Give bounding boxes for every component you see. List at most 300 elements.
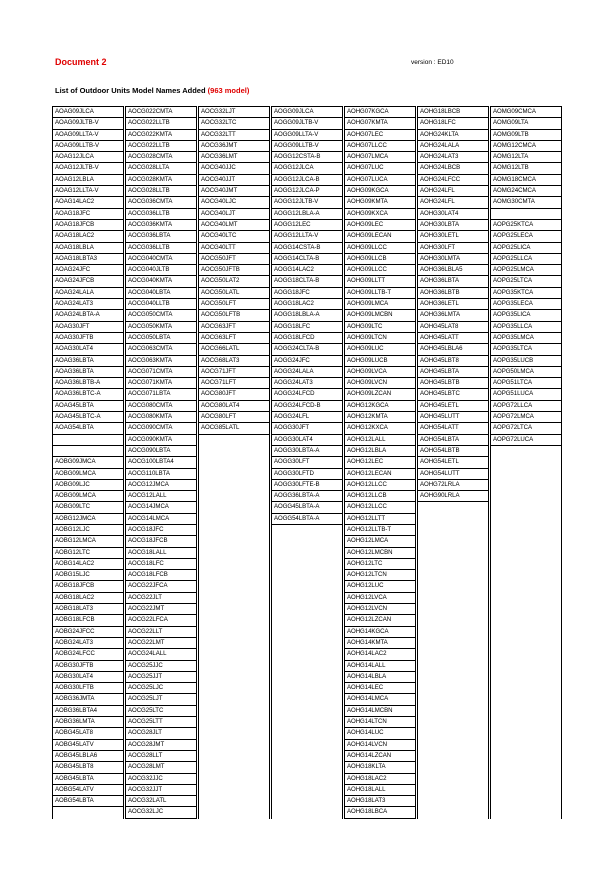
model-name-cell: AOCG40LTT (199, 243, 269, 254)
model-name-cell: AOGG09LLTB-V (272, 141, 342, 152)
model-name-cell: AOAG18JFC (53, 209, 123, 220)
model-name-cell: AOCG036CMTA (126, 197, 196, 208)
model-name-cell: AOBG30JFTB (53, 661, 123, 672)
list-heading (55, 86, 249, 95)
model-name-cell: AOBG24JFCC (53, 627, 123, 638)
model-name-cell: AOCG63LFT (199, 333, 269, 344)
model-name-cell: AOCG028CMTA (126, 152, 196, 163)
model-name-cell: AOHG14LAC2 (345, 649, 415, 660)
model-name-cell: AOHG18LFC (418, 118, 488, 129)
model-name-cell: AOGG30LAT4 (272, 435, 342, 446)
model-name-cell: AOCG50LATL (199, 288, 269, 299)
model-name-cell: AOBG36JMTA (53, 694, 123, 705)
model-name-cell: AOCG32LJC (126, 807, 196, 818)
model-name-cell: AOGG24LALA (272, 367, 342, 378)
model-name-cell: AOCG28JMT (126, 740, 196, 751)
model-name-cell: AOCG090KMTA (126, 435, 196, 446)
model-name-cell: AOAG45LBTC-A (53, 412, 123, 423)
model-name-cell: AOPG50LMCA (491, 367, 561, 378)
model-name-cell: AOHG24LAT3 (418, 152, 488, 163)
model-name-cell: AOBG12LTC (53, 548, 123, 559)
model-name-cell: AOBG45LAT8 (53, 728, 123, 739)
model-name-cell: AOGG09JLTB-V (272, 118, 342, 129)
model-name-cell: AOHG14LEC (345, 683, 415, 694)
model-name-cell: AOAG36LBTB-A (53, 378, 123, 389)
model-name-cell: AOBG18LFCB (53, 615, 123, 626)
model-name-cell: AOGG12LEC (272, 220, 342, 231)
model-name-cell: AOAG30JFT (53, 322, 123, 333)
model-name-cell: AOCG32LATL (126, 796, 196, 807)
model-name-cell: AOCG100LBTA4 (126, 457, 196, 468)
model-name-cell: AOHG09LLCB (345, 254, 415, 265)
model-name-cell: AOGG12JLCA (272, 163, 342, 174)
model-name-cell: AOHG24KLTA (418, 130, 488, 141)
model-name-cell: AOMG09CMCA (491, 107, 561, 118)
model-name-cell: AOAG30LAT4 (53, 344, 123, 355)
model-name-cell: AOHG14LBLA (345, 672, 415, 683)
model-name-cell: AOGG18CLTA-B (272, 276, 342, 287)
model-name-cell: AOHG18LAC2 (345, 774, 415, 785)
model-name-cell: AOCG40JMT (199, 186, 269, 197)
model-name-cell: AOCG40LJT (199, 209, 269, 220)
model-name-cell: AOPG25KTCA (491, 220, 561, 231)
model-name-cell: AOHG36LBLA5 (418, 265, 488, 276)
model-name-cell: AOCG022LLTB (126, 118, 196, 129)
model-name-cell: AOAG30JFTB (53, 333, 123, 344)
model-name-cell: AOBG09JMCA (53, 457, 123, 468)
model-name-cell: AOHG45LAT8 (418, 322, 488, 333)
model-name-cell: AOHG14LVCN (345, 740, 415, 751)
model-name-cell: AOHG09LTCN (345, 333, 415, 344)
model-name-cell: AOHG12LVCN (345, 604, 415, 615)
model-name-cell: AOAG09JLCA (53, 107, 123, 118)
model-name-cell: AOGG24JFC (272, 356, 342, 367)
model-name-cell: AOCG090LBTA (126, 446, 196, 457)
model-name-cell: AOCG80LAT4 (199, 401, 269, 412)
model-name-cell: AOPG72LMCA (491, 412, 561, 423)
model-name-cell: AOBG54LATV (53, 785, 123, 796)
model-name-cell: AOHG45LETL (418, 401, 488, 412)
model-name-cell: AOCG036KMTA (126, 220, 196, 231)
model-name-cell (53, 446, 123, 457)
model-name-cell: AOCG036LLTB (126, 209, 196, 220)
model-name-cell: AOCG090CMTA (126, 423, 196, 434)
model-name-cell: AOGG12LLTA-V (272, 231, 342, 242)
model-name-cell: AOBG30LFTB (53, 683, 123, 694)
model-name-cell: AOHG45LBTC (418, 389, 488, 400)
version-label: version : ED10 (411, 59, 454, 66)
model-name-cell: AOGG09LLTA-V (272, 130, 342, 141)
model-name-cell: AOHG09LMCA (345, 299, 415, 310)
model-name-cell: AOAG12LBLA (53, 175, 123, 186)
model-name-cell: AOCG50LFT (199, 299, 269, 310)
model-name-cell: AOCG63JFT (199, 322, 269, 333)
document-title: Document 2 (55, 57, 107, 67)
model-name-cell: AOHG09KMTA (345, 197, 415, 208)
model-name-cell: AOBG09LJC (53, 480, 123, 491)
model-name-cell: AOCG12LALL (126, 491, 196, 502)
model-name-cell: AOGG24LFCD (272, 389, 342, 400)
model-name-cell: AOCG32JJC (126, 774, 196, 785)
table-column (344, 106, 416, 819)
model-name-cell: AOHG09LLTB-T (345, 288, 415, 299)
model-name-cell: AOCG25JJT (126, 672, 196, 683)
model-count: (963 model) (207, 86, 250, 95)
model-name-cell: AOCG022CMTA (126, 107, 196, 118)
model-name-cell: AOBG09LMCA (53, 469, 123, 480)
model-name-cell: AOCG24LALL (126, 649, 196, 660)
model-name-cell: AOHG12LMCBN (345, 548, 415, 559)
model-name-cell: AOBG18LAC2 (53, 593, 123, 604)
model-name-cell: AOAG18LAC2 (53, 231, 123, 242)
model-name-cell: AOHG30LETL (418, 231, 488, 242)
model-name-cell: AOHG18LAT3 (345, 796, 415, 807)
model-name-cell: AOHG09LUC (345, 344, 415, 355)
model-name-cell: AOCG32LJT (199, 107, 269, 118)
model-name-cell: AOHG07LUC (345, 163, 415, 174)
table-column (490, 106, 562, 819)
model-name-cell: AOHG09LUCB (345, 356, 415, 367)
model-name-cell: AOHG07LMCA (345, 152, 415, 163)
model-name-cell: AOHG12LZCAN (345, 615, 415, 626)
model-name-cell: AOGG12JLTB-V (272, 197, 342, 208)
model-name-cell: AOAG09LLTB-V (53, 141, 123, 152)
model-name-cell: AOPG25LLCA (491, 254, 561, 265)
model-name-cell: AOHG18KLTA (345, 762, 415, 773)
model-name-cell: AOHG90LRLA (418, 491, 488, 502)
model-name-cell: AOCG022LLTB (126, 141, 196, 152)
model-name-cell: AOCG80JFT (199, 389, 269, 400)
model-name-cell: AOHG07LLCC (345, 141, 415, 152)
model-name-cell: AOPG35LTCA (491, 344, 561, 355)
model-name-cell: AOHG54LBTB (418, 446, 488, 457)
model-name-cell: AOHG12LVCA (345, 593, 415, 604)
table-column (125, 106, 197, 819)
model-name-cell: AOGG18LBLA-A (272, 310, 342, 321)
model-name-cell: AOCG22LFCA (126, 615, 196, 626)
model-name-cell: AOHG72LRLA (418, 480, 488, 491)
model-name-cell: AOHG09LTC (345, 322, 415, 333)
model-name-cell: AOHG36LMTA (418, 310, 488, 321)
model-name-cell: AOCG071CMTA (126, 367, 196, 378)
model-name-cell: AOBG30LAT4 (53, 672, 123, 683)
model-name-cell: AOHG09LEC (345, 220, 415, 231)
model-name-cell: AOHG12LECAN (345, 469, 415, 480)
model-name-cell: AOHG12LMCA (345, 536, 415, 547)
model-name-cell: AOHG12LLCC (345, 502, 415, 513)
model-name-cell: AOCG18JFCB (126, 536, 196, 547)
model-name-cell: AOMG18CMCA (491, 175, 561, 186)
model-name-cell: AOBG45LBTA (53, 774, 123, 785)
model-name-cell: AOMG30CMTA (491, 197, 561, 208)
model-name-cell: AOHG36LBTA (418, 276, 488, 287)
model-name-cell: AOCG28LLT (126, 751, 196, 762)
model-name-cell: AOHG45LBTB (418, 378, 488, 389)
model-name-cell: AOCG40LJC (199, 197, 269, 208)
model-name-cell: AOCG12JMCA (126, 480, 196, 491)
table-column (198, 106, 270, 819)
model-name-cell: AOCG18LFCB (126, 570, 196, 581)
model-name-cell: AOCG22JFCA (126, 581, 196, 592)
model-name-cell: AOBG14LAC2 (53, 559, 123, 570)
model-name-cell: AOPG35LUCB (491, 356, 561, 367)
model-name-cell: AOAG18LBTA3 (53, 254, 123, 265)
model-name-cell: AOPG51LUCA (491, 389, 561, 400)
model-name-cell: AOHG24LFL (418, 197, 488, 208)
model-name-cell: AOBG45LATV (53, 740, 123, 751)
model-name-cell: AOBG24LFCC (53, 649, 123, 660)
model-name-cell: AOHG12LALL (345, 435, 415, 446)
model-name-cell: AOCG080CMTA (126, 401, 196, 412)
model-name-cell: AOAG45LBTA (53, 401, 123, 412)
model-name-cell: AOCG22JMT (126, 604, 196, 615)
model-name-cell: AOCG40JJT (199, 175, 269, 186)
model-name-cell: AOCG110LBTA (126, 469, 196, 480)
model-name-cell: AOHG45LBT8 (418, 356, 488, 367)
model-name-cell: AOAG24JFC (53, 265, 123, 276)
model-name-cell: AOCG25LJC (126, 683, 196, 694)
model-name-cell: AOAG18LBLA (53, 243, 123, 254)
model-name-cell: AOBG54LBTA (53, 796, 123, 807)
model-name-cell: AOGG30LBTA-A (272, 446, 342, 457)
model-name-cell: AOGG30LFTD (272, 469, 342, 480)
model-name-cell: AOCG50JFTB (199, 265, 269, 276)
model-name-cell: AOHG07LUCA (345, 175, 415, 186)
model-name-cell: AOHG45LUTT (418, 412, 488, 423)
table-column (271, 106, 343, 819)
model-name-cell: AOGG12JLCA-P (272, 186, 342, 197)
model-name-cell: AOCG063CMTA (126, 344, 196, 355)
model-name-cell: AOCG14JMCA (126, 502, 196, 513)
model-name-cell: AOGG18LAC2 (272, 299, 342, 310)
model-name-cell: AOCG71LFT (199, 378, 269, 389)
model-name-cell: AOHG07LEC (345, 130, 415, 141)
model-name-cell: AOHG09LZCAN (345, 389, 415, 400)
model-name-cell: AOHG14KMTA (345, 638, 415, 649)
model-name-cell: AOBG45LBLA6 (53, 751, 123, 762)
model-name-cell: AOGG24CLTA-B (272, 344, 342, 355)
model-name-cell: AOBG36LBTA4 (53, 706, 123, 717)
model-name-cell: AOGG45LBTA-A (272, 502, 342, 513)
model-name-cell: AOPG35LICA (491, 310, 561, 321)
model-name-cell: AOCG050LBTA (126, 333, 196, 344)
model-name-cell: AOHG18LBCB (418, 107, 488, 118)
model-name-cell: AOBG12LMCA (53, 536, 123, 547)
model-name-cell: AOCG40JJC (199, 163, 269, 174)
model-name-cell: AOHG45LATT (418, 333, 488, 344)
model-name-cell: AOHG18LALL (345, 785, 415, 796)
model-names-table (52, 106, 562, 819)
model-name-cell: AOCG25JJC (126, 661, 196, 672)
model-name-cell: AOBG24LAT3 (53, 638, 123, 649)
model-name-cell: AOHG09LLCC (345, 265, 415, 276)
model-name-cell: AOCG080KMTA (126, 412, 196, 423)
model-name-cell: AOPG25LMCA (491, 265, 561, 276)
model-name-cell: AOGG09JLCA (272, 107, 342, 118)
model-name-cell: AOCG040LLTB (126, 299, 196, 310)
model-name-cell: AOAG12JLTB-V (53, 163, 123, 174)
model-name-cell: AOAG24JFCB (53, 276, 123, 287)
model-name-cell: AOMG12CMCA (491, 141, 561, 152)
table-column (52, 106, 124, 819)
model-name-cell: AOHG18LBCA (345, 807, 415, 818)
model-name-cell: AOAG36LBTA (53, 367, 123, 378)
model-name-cell: AOGG18JFC (272, 288, 342, 299)
model-name-cell: AOGG30LFTE-B (272, 480, 342, 491)
model-name-cell: AOPG72LLCA (491, 401, 561, 412)
model-name-cell: AOCG22JLT (126, 593, 196, 604)
model-name-cell: AOAG36LBTC-A (53, 389, 123, 400)
model-name-cell: AOHG54LETL (418, 457, 488, 468)
model-name-cell: AOBG12LJC (53, 525, 123, 536)
model-name-cell: AOAG24LAT3 (53, 299, 123, 310)
model-name-cell: AOCG036LLTB (126, 243, 196, 254)
model-name-cell: AOHG12LUC (345, 581, 415, 592)
model-name-cell: AOCG25LJT (126, 694, 196, 705)
model-name-cell: AOCG32LTC (199, 118, 269, 129)
model-name-cell: AOMG12LTA (491, 152, 561, 163)
model-name-cell: AOCG25LTT (126, 717, 196, 728)
model-name-cell: AOGG18LFCD (272, 333, 342, 344)
model-name-cell: AOPG35LLCA (491, 322, 561, 333)
model-name-cell: AOGG12LBLA-A (272, 209, 342, 220)
model-name-cell: AOHG14LMCBN (345, 706, 415, 717)
model-name-cell: AOHG12LBLA (345, 446, 415, 457)
model-name-cell: AOCG32JJT (126, 785, 196, 796)
model-name-cell: AOHG07KMTA (345, 118, 415, 129)
model-name-cell: AOHG54LUTT (418, 469, 488, 480)
model-name-cell: AOHG09LVCN (345, 378, 415, 389)
model-name-cell: AOCG40LMT (199, 220, 269, 231)
model-name-cell: AOBG12JMCA (53, 514, 123, 525)
model-name-cell: AOCG036LBTA (126, 231, 196, 242)
model-name-cell: AOAG09LLTA-V (53, 130, 123, 141)
model-name-cell: AOHG36LBTB (418, 288, 488, 299)
model-name-cell: AOHG14LTCN (345, 717, 415, 728)
model-name-cell: AOCG040JLTB (126, 265, 196, 276)
model-name-cell: AOCG22LMT (126, 638, 196, 649)
model-name-cell: AOBG15LJC (53, 570, 123, 581)
model-name-cell: AOHG09LLTT (345, 276, 415, 287)
model-name-cell: AOBG45LBT8 (53, 762, 123, 773)
model-name-cell: AOCG040CMTA (126, 254, 196, 265)
model-name-cell: AOGG30JFT (272, 423, 342, 434)
model-name-cell: AOCG28JLT (126, 728, 196, 739)
model-name-cell: AOAG36LBTA (53, 356, 123, 367)
model-name-cell: AOHG30LMTA (418, 254, 488, 265)
model-name-cell: AOHG30LFT (418, 243, 488, 254)
model-name-cell: AOGG12JLCA-B (272, 175, 342, 186)
model-name-cell: AOHG12LLCC (345, 480, 415, 491)
model-name-cell: AOHG14KGCA (345, 627, 415, 638)
model-name-cell: AOHG14LALL (345, 661, 415, 672)
model-name-cell: AOHG12LEC (345, 457, 415, 468)
model-name-cell: AOHG12LLCB (345, 491, 415, 502)
model-name-cell: AOCG040LBTA (126, 288, 196, 299)
model-name-cell: AOGG12CSTA-B (272, 152, 342, 163)
model-name-cell: AOHG07KGCA (345, 107, 415, 118)
model-name-cell: AOHG09LVCA (345, 367, 415, 378)
model-name-cell: AOHG09KXCA (345, 209, 415, 220)
model-name-cell: AOCG14LMCA (126, 514, 196, 525)
model-name-cell: AOCG028LLTB (126, 186, 196, 197)
model-name-cell: AOHG30LAT4 (418, 209, 488, 220)
model-name-cell: AOBG09LTC (53, 502, 123, 513)
model-name-cell: AOBG18JFCB (53, 581, 123, 592)
model-name-cell: AOHG09LLCC (345, 243, 415, 254)
model-name-cell: AOGG14CLTA-B (272, 254, 342, 265)
model-name-cell: AOAG54LBTA (53, 423, 123, 434)
model-name-cell: AOAG24LBTA-A (53, 310, 123, 321)
model-name-cell: AOCG50JFT (199, 254, 269, 265)
model-name-cell: AOPG25LTCA (491, 276, 561, 287)
model-name-cell: AOCG050KMTA (126, 322, 196, 333)
model-name-cell: AOHG09KGCA (345, 186, 415, 197)
model-name-cell: AOHG36LETL (418, 299, 488, 310)
model-name-cell: AOCG18LALL (126, 548, 196, 559)
model-name-cell: AOCG050CMTA (126, 310, 196, 321)
model-name-cell: AOGG18LFC (272, 322, 342, 333)
model-name-cell: AOMG09LTA (491, 118, 561, 129)
model-name-cell: AOCG22LLT (126, 627, 196, 638)
model-name-cell: AOPG35LMCA (491, 333, 561, 344)
model-name-cell: AOHG14LUC (345, 728, 415, 739)
model-name-cell: AOCG36LMT (199, 152, 269, 163)
heading-text: List of Outdoor Units Model Names Added (55, 86, 206, 95)
model-name-cell: AOHG12LTC (345, 559, 415, 570)
model-name-cell: AOHG09LECAN (345, 231, 415, 242)
model-name-cell: AOGG24LFCD-B (272, 401, 342, 412)
model-name-cell: AOHG45LBTA (418, 367, 488, 378)
model-name-cell: AOHG54LBTA (418, 435, 488, 446)
model-name-cell: AOHG24LBCB (418, 163, 488, 174)
model-name-cell: AOGG36LBTA-A (272, 491, 342, 502)
model-name-cell: AOCG80LFT (199, 412, 269, 423)
model-name-cell: AOAG12JLCA (53, 152, 123, 163)
model-name-cell: AOHG12LTCN (345, 570, 415, 581)
model-name-cell: AOAG18JFCB (53, 220, 123, 231)
model-name-cell: AOHG12KXCA (345, 423, 415, 434)
model-name-cell: AOCG040KMTA (126, 276, 196, 287)
model-name-cell: AOCG50LAT2 (199, 276, 269, 287)
model-name-cell: AOHG30LBTA (418, 220, 488, 231)
model-name-cell: AOAG12LLTA-V (53, 186, 123, 197)
model-name-cell: AOGG14CSTA-B (272, 243, 342, 254)
model-name-cell: AOHG12LLTB-T (345, 525, 415, 536)
model-name-cell: AOHG14LZCAN (345, 751, 415, 762)
model-name-cell: AOCG68LAT3 (199, 356, 269, 367)
model-name-cell: AOGG30LFT (272, 457, 342, 468)
model-name-cell: AOBG36LMTA (53, 717, 123, 728)
model-name-cell: AOHG12KMTA (345, 412, 415, 423)
table-column (417, 106, 489, 819)
model-name-cell: AOCG18LFC (126, 559, 196, 570)
model-name-cell: AOPG25LICA (491, 243, 561, 254)
model-name-cell: AOMG12LTB (491, 163, 561, 174)
model-name-cell: AOHG24LALA (418, 141, 488, 152)
model-name-cell: AOHG45LBLA6 (418, 344, 488, 355)
model-name-cell: AOCG028LLTA (126, 163, 196, 174)
model-name-cell: AOAG24LALA (53, 288, 123, 299)
model-name-cell: AOAG14LAC2 (53, 197, 123, 208)
model-name-cell: AOCG40LTC (199, 231, 269, 242)
model-name-cell (491, 209, 561, 220)
model-name-cell: AOHG12KGCA (345, 401, 415, 412)
model-name-cell: AOCG71JFT (199, 367, 269, 378)
model-name-cell: AOPG35KTCA (491, 288, 561, 299)
model-name-cell: AOHG54LATT (418, 423, 488, 434)
model-name-cell: AOCG028KMTA (126, 175, 196, 186)
